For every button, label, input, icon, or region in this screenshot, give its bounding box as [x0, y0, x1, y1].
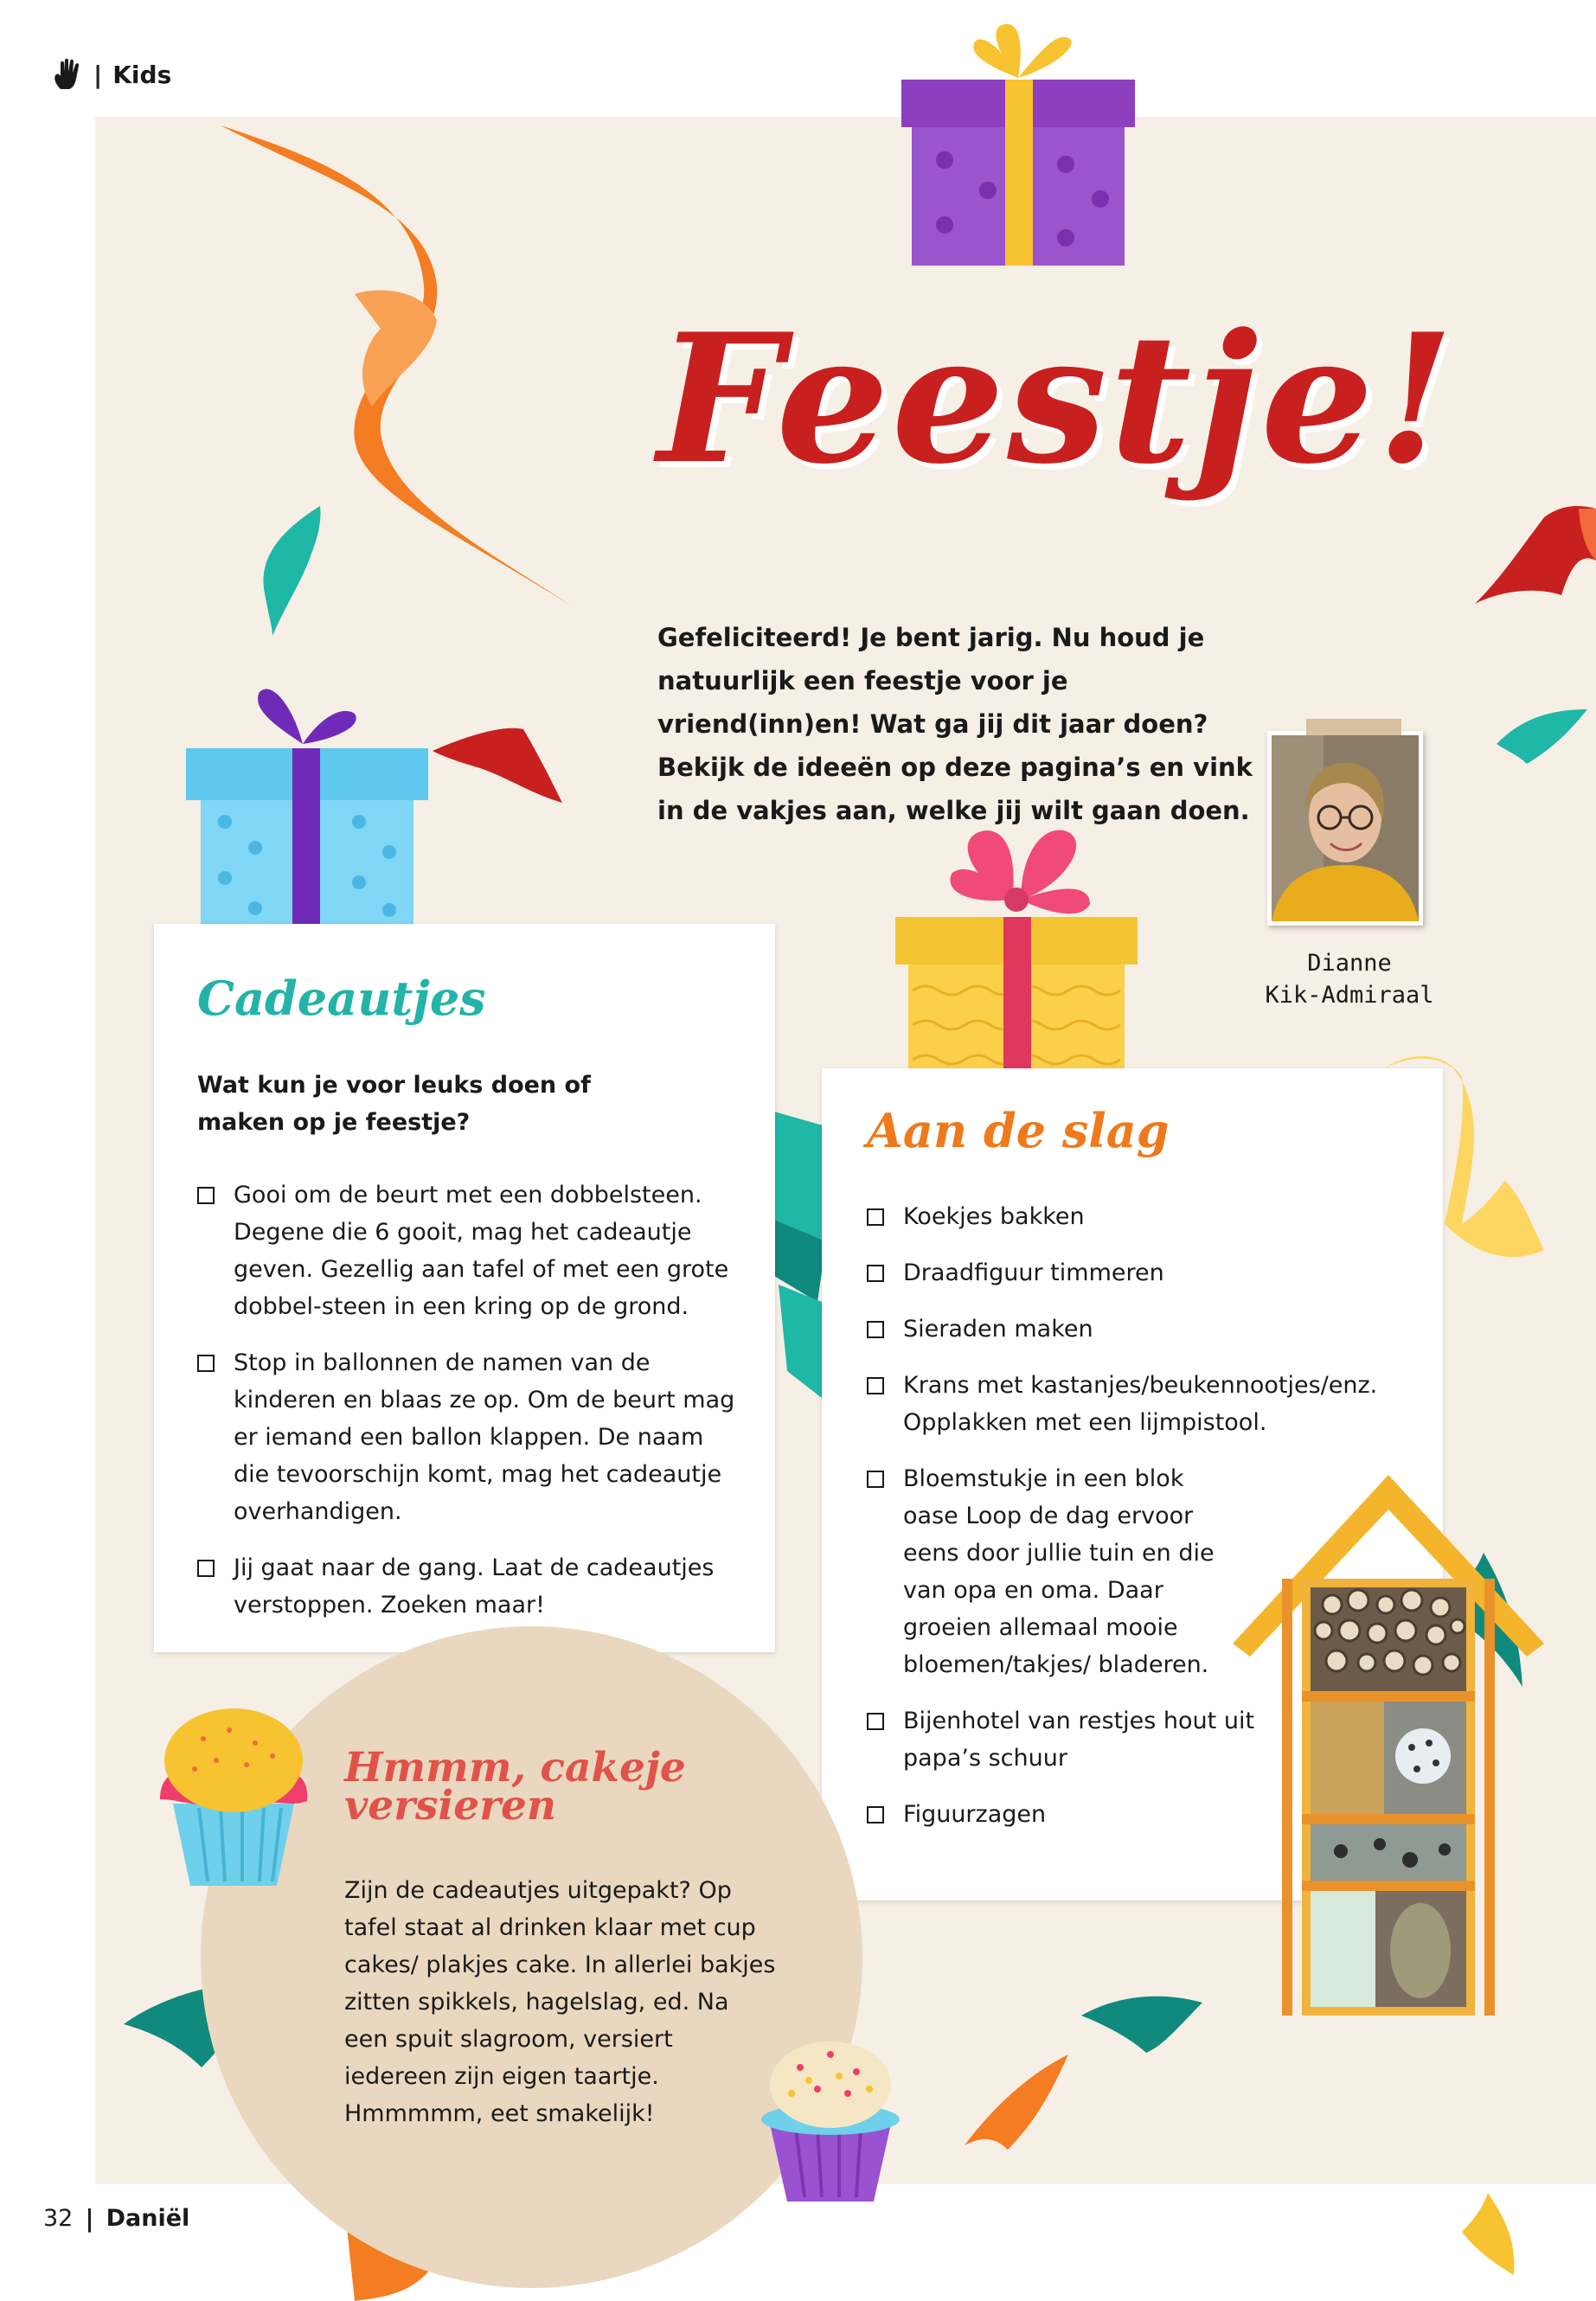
checkbox[interactable] [867, 1208, 884, 1226]
checklist-item-text: Bijenhotel van restjes hout uit papa’s schuur [903, 1708, 1255, 1772]
checklist-item [867, 1367, 1386, 1441]
checklist-item-text: Krans met kastanjes/beukennootjes/enz. Opplakken met een lijmpistool. [903, 1372, 1378, 1436]
orange-confetti [947, 2050, 1077, 2154]
checklist-item-text: Draadfiguur timmeren [903, 1259, 1164, 1286]
section-label: Kids [112, 60, 172, 89]
checklist-item [867, 1198, 1386, 1235]
checkbox[interactable] [197, 1187, 215, 1204]
blue-gift-illustration [182, 683, 433, 934]
purple-gift-illustration [893, 17, 1144, 268]
aan-de-slag-title: Aan de slag [867, 1103, 1170, 1158]
checklist-item-text: Figuurzagen [903, 1801, 1047, 1828]
checklist-item [867, 1254, 1386, 1292]
yellow-confetti [1458, 2189, 1518, 2279]
teal-confetti [251, 502, 329, 640]
red-ribbon-decoration [1466, 500, 1596, 612]
checklist-item-text: Bloemstukje in een blok oase Loop de dag ervoor eens door jullie tuin en die van opa en oma. Daar groeien allemaal mooie bloemen/takjes/ bladeren. [903, 1465, 1215, 1678]
cupcake-illustration [151, 1704, 316, 1890]
red-confetti [428, 725, 567, 811]
cupcake-illustration [748, 2033, 913, 2206]
yellow-gift-illustration [891, 817, 1142, 1086]
checklist-item-text: Jij gaat naar de gang. Laat de cadeautjes verstoppen. Zoeken maar! [234, 1554, 715, 1618]
checkbox[interactable] [197, 1560, 215, 1577]
bee-hotel-illustration [1228, 1471, 1548, 2016]
cadeautjes-question: Wat kun je voor leuks doen of maken op je feestje? [197, 1072, 591, 1136]
author-portrait [1272, 735, 1419, 921]
teal-confetti [1077, 1985, 1207, 2054]
checkbox[interactable] [867, 1471, 884, 1488]
page-footer [43, 2204, 189, 2233]
checkbox[interactable] [197, 1355, 215, 1372]
cadeautjes-checklist [197, 1176, 742, 1643]
checkbox[interactable] [867, 1321, 884, 1338]
cadeautjes-card [154, 924, 775, 1652]
checklist-item-text: Stop in ballonnen de namen van de kinderen en blaas ze op. Om de beurt mag er iemand een ballon klappen. De naam die tevoorschijn komt, mag het cadeautje overhandigen. [234, 1349, 735, 1525]
cadeautjes-title: Cadeautjes [197, 971, 486, 1026]
checklist-item [197, 1344, 742, 1530]
checkbox[interactable] [867, 1713, 884, 1730]
checklist-item [197, 1549, 742, 1624]
author-last-name: Kik-Admiraal [1265, 982, 1434, 1009]
checklist-item-text: Gooi om de beurt met een dobbelsteen. Degene die 6 gooit, mag het cadeautje geven. Gezellig aan tafel of met een grote dobbel-steen in een kring op de grond. [234, 1182, 729, 1320]
hand-icon [52, 58, 83, 91]
cake-text: Zijn de cadeautjes uitgepakt? Op tafel staat al drinken klaar met cup cakes/ plakjes cake. In allerlei bakjes zitten spikkels, hagelslag, ed. Na een spuit slagroom, versiert iedereen zijn eigen taartje. Hmmmmm, eet smakelijk! [344, 1877, 776, 2127]
page-number: 32 [43, 2205, 74, 2232]
checklist-item-text: Sieraden maken [903, 1316, 1093, 1343]
checklist-item-text: Koekjes bakken [903, 1203, 1085, 1230]
teal-confetti [1492, 705, 1592, 766]
page-header [52, 57, 171, 92]
intro-text: Gefeliciteerd! Je bent jarig. Nu houd je natuurlijk een feestje voor je vriend(inn)en! Wat ga jij dit jaar doen? Bekijk de ideeën op deze pagina’s en vink in de vakjes aan, welke jij wilt gaan doen. [657, 623, 1253, 825]
header-separator: | [93, 60, 103, 89]
magazine-name: Daniël [106, 2205, 190, 2232]
cake-heading: Hmmm, cakeje versieren [344, 1744, 686, 1830]
author-first-name: Dianne [1307, 950, 1392, 977]
author-photo [1267, 731, 1423, 926]
checkbox[interactable] [867, 1265, 884, 1282]
page-title: Feestje! [657, 296, 1457, 503]
checkbox[interactable] [867, 1806, 884, 1823]
author-name [1237, 947, 1462, 1011]
checklist-item [867, 1311, 1386, 1348]
footer-separator: | [85, 2204, 94, 2233]
checkbox[interactable] [867, 1377, 884, 1394]
checklist-item [197, 1176, 742, 1325]
